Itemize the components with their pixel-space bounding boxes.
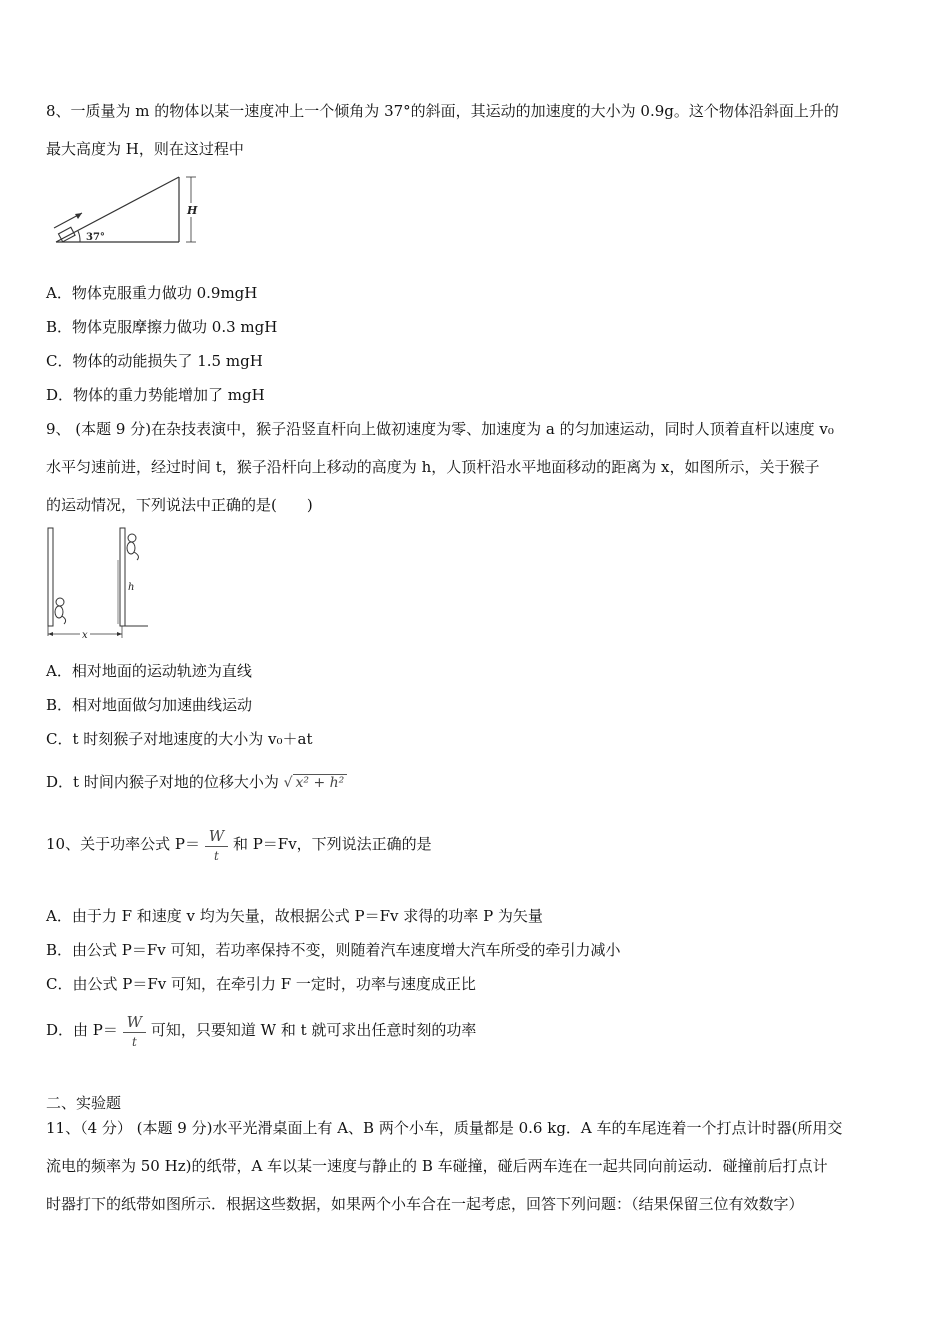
w-over-t-fraction [205, 826, 228, 865]
height-label: H [187, 204, 198, 217]
monkey-pole-figure [44, 526, 154, 646]
q10-option-c: C．由公式 P＝Fv 可知，在牵引力 F 一定时，功率与速度成正比 [46, 975, 476, 993]
q10-stem-suffix: 和 P＝Fv，下列说法正确的是 [232, 835, 432, 853]
fraction-numerator-d: W [123, 1012, 146, 1033]
q9-option-d [46, 772, 347, 793]
sqrt-radicand: x² + h² [293, 774, 348, 791]
w-over-t-fraction-d [123, 1012, 146, 1051]
q9-option-c: C．t 时刻猴子对地速度的大小为 v₀＋at [46, 730, 313, 748]
q8-option-c: C．物体的动能损失了 1.5 mgH [46, 352, 263, 370]
fraction-denominator: t [214, 848, 219, 863]
q11-stem-line1: 11、（4 分） (本题 9 分)水平光滑桌面上有 A、B 两个小车，质量都是 0.6 kg．A 车的车尾连着一个打点计时器(所用交 [46, 1119, 843, 1137]
q9-stem-line1: 9、 (本题 9 分)在杂技表演中，猴子沿竖直杆向上做初速度为零、加速度为 a 的匀加速运动，同时人顶着直杆以速度 v₀ [46, 420, 834, 438]
q8-option-d: D．物体的重力势能增加了 mgH [46, 386, 265, 404]
q10-option-a: A．由于力 F 和速度 v 均为矢量，故根据公式 P＝Fv 求得的功率 P 为矢量 [46, 907, 543, 925]
q11-stem-line3: 时器打下的纸带如图所示．根据这些数据，如果两个小车合在一起考虑，回答下列问题：（结果保留三位有效数字） [46, 1195, 804, 1213]
q9-option-a: A．相对地面的运动轨迹为直线 [46, 662, 252, 680]
q8-option-b: B．物体克服摩擦力做功 0.3 mgH [46, 318, 278, 336]
fraction-numerator: W [205, 826, 228, 847]
q11-stem-line2: 流电的频率为 50 Hz)的纸带，A 车以某一速度与静止的 B 车碰撞，碰后两车连在一起共同向前运动．碰撞前后打点计 [46, 1157, 828, 1175]
x-label: x [82, 630, 88, 641]
q8-stem-line2: 最大高度为 H，则在这过程中 [46, 140, 244, 158]
q10-option-d-prefix: D．由 P＝ [46, 1021, 118, 1039]
q10-stem-prefix: 10、关于功率公式 P＝ [46, 835, 200, 853]
q8-option-a: A．物体克服重力做功 0.9mgH [46, 284, 258, 302]
monkey-icon [56, 598, 64, 606]
fraction-denominator-d: t [131, 1034, 137, 1049]
q10-stem [46, 824, 432, 865]
q9-stem-line2: 水平匀速前进，经过时间 t，猴子沿杆向上移动的高度为 h，人顶杆沿水平地面移动的距离为 x，如图所示，关于猴子 [46, 458, 820, 476]
q10-option-d [46, 1010, 476, 1051]
h-label: h [128, 582, 135, 593]
incline-figure [46, 170, 216, 250]
section-title: 二、实验题 [46, 1094, 122, 1112]
q10-option-d-suffix: 可知，只要知道 W 和 t 就可求出任意时刻的功率 [150, 1021, 477, 1039]
q9-stem-line3: 的运动情况，下列说法中正确的是( ) [46, 496, 313, 514]
sqrt-expression: √ x² + h² [284, 774, 348, 791]
q8-stem-line1: 8、一质量为 m 的物体以某一速度冲上一个倾角为 37°的斜面，其运动的加速度的大小为 0.9g。这个物体沿斜面上升的 [46, 102, 839, 120]
q10-option-b: B．由公式 P＝Fv 可知，若功率保持不变，则随着汽车速度增大汽车所受的牵引力减小 [46, 941, 621, 959]
q9-option-b: B．相对地面做匀加速曲线运动 [46, 696, 253, 714]
angle-label: 37° [86, 232, 105, 243]
q9-option-d-text: D．t 时间内猴子对地的位移大小为 [46, 773, 279, 791]
